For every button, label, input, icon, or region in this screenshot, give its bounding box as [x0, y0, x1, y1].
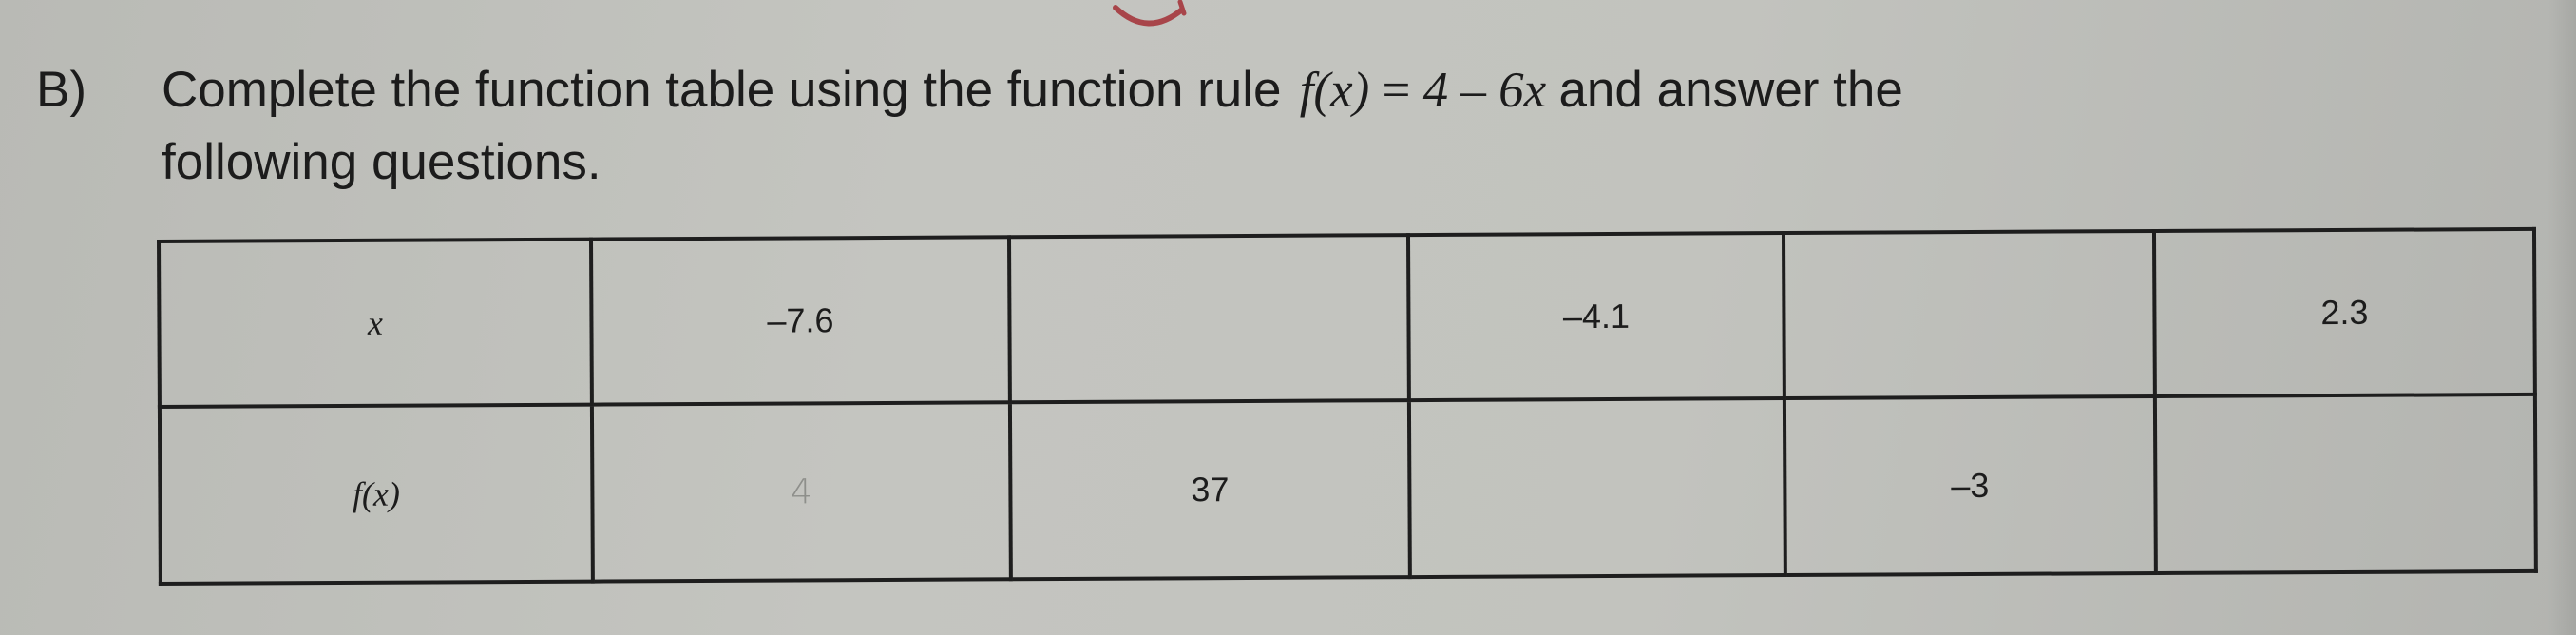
fx-value-cell[interactable]	[2155, 394, 2536, 573]
function-rule-rhs: 4 – 6x	[1422, 63, 1547, 118]
function-rule-lhs: f(x)	[1299, 63, 1370, 118]
x-value-cell[interactable]: –4.1	[1408, 233, 1784, 400]
fx-value-cell[interactable]: 37	[1010, 400, 1410, 579]
function-table	[157, 227, 2538, 586]
instruction-text-end: and answer the	[1558, 62, 1903, 118]
ink-mark-decoration	[1112, 0, 1188, 32]
x-value-cell[interactable]: –7.6	[591, 237, 1010, 404]
fx-header-cell: f(x)	[160, 405, 593, 584]
problem-instruction-line2: following questions.	[162, 134, 601, 190]
problem-label: B)	[36, 62, 86, 118]
x-header-cell: x	[159, 240, 592, 407]
fx-value-cell[interactable]: –3	[1784, 396, 2156, 575]
x-value-cell[interactable]	[1009, 235, 1409, 402]
table-row-x	[159, 229, 2535, 407]
fx-value-cell[interactable]	[1409, 398, 1785, 577]
problem-instruction-line1	[162, 53, 1903, 127]
x-value-cell[interactable]	[1784, 231, 2155, 398]
instruction-text: Complete the function table using the function rule	[162, 62, 1282, 118]
x-value-cell[interactable]: 2.3	[2154, 229, 2535, 396]
page-edge-shadow	[2547, 0, 2576, 635]
table-row-fx	[160, 394, 2536, 584]
function-rule-equals: =	[1382, 63, 1411, 118]
fx-value-cell-handwritten[interactable]: 4	[592, 402, 1011, 581]
function-rule	[1295, 63, 1558, 118]
